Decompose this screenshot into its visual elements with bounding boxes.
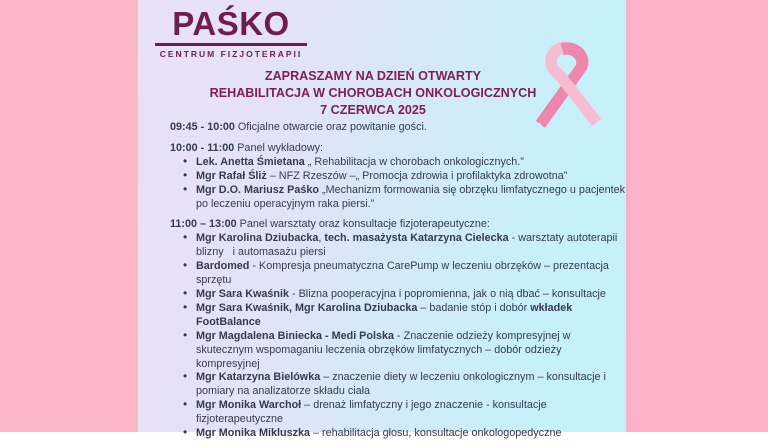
item-description: – NFZ Rzeszów –„ Promocja zdrowia i profilaktyka zdrowotna” xyxy=(266,169,568,182)
item-description: , xyxy=(318,232,325,245)
bullet-icon: • xyxy=(183,397,188,412)
section-time: 09:45 - 10:00 xyxy=(170,121,235,133)
agenda-item xyxy=(170,327,628,372)
section-header xyxy=(170,121,628,135)
speaker-name: Mgr D.O. Mariusz Paśko xyxy=(196,183,319,196)
title-line-1: ZAPRASZAMY NA DZIEŃ OTWARTY xyxy=(264,69,482,83)
agenda-item xyxy=(170,299,628,330)
item-description: - Kompresja pneumatyczna CarePump w leczeniu obrzęków – prezentacja sprzętu xyxy=(196,260,612,287)
bullet-icon: • xyxy=(183,425,188,440)
item-description: „ Rehabilitacja w chorobach onkologicznych.” xyxy=(304,155,524,168)
speaker-name: Mgr Sara Kwaśnik xyxy=(196,287,290,300)
section-heading: Panel warsztaty oraz konsultacje fizjoterapeutyczne: xyxy=(236,218,490,231)
speaker-name: Mgr Katarzyna Bielówka xyxy=(196,371,321,384)
agenda-section xyxy=(170,121,628,135)
speaker-name: Mgr Monika Warchoł xyxy=(196,399,302,412)
bullet-icon: • xyxy=(183,181,188,196)
bullet-icon: • xyxy=(183,153,188,168)
bullet-icon: • xyxy=(183,299,188,314)
bullet-icon: • xyxy=(183,230,188,245)
agenda-item xyxy=(170,260,628,288)
agenda-item xyxy=(170,371,628,399)
speaker-name: Lek. Anetta Śmietana xyxy=(196,155,305,168)
speaker-name: Mgr Magdalena Biniecka - Medi Polska xyxy=(196,329,394,342)
speaker-name: Mgr Karolina Dziubacka xyxy=(196,232,319,245)
section-bullet-list xyxy=(170,153,629,212)
logo-subtitle: CENTRUM FIZJOTERAPII xyxy=(159,49,303,59)
logo-name: PAŚKO xyxy=(172,5,290,42)
bullet-icon: • xyxy=(183,258,188,273)
item-description: - Blizna pooperacyjna i popromienna, jak o nią dbać – konsultacje xyxy=(289,287,606,300)
title-line-2: REHABILITACJA W CHOROBACH ONKOLOGICZNYCH xyxy=(209,86,537,100)
agenda-item xyxy=(170,153,628,170)
bullet-icon: • xyxy=(183,167,188,182)
item-description: - warsztaty autoterapii blizny i automasażu piersi xyxy=(196,232,621,259)
speaker-name: wkładek FootBalance xyxy=(196,301,576,328)
speaker-name: Mgr Monika Mikluszka xyxy=(196,427,310,440)
agenda-item xyxy=(170,427,628,441)
section-heading: Panel wykładowy: xyxy=(234,141,324,154)
item-description: – drenaż limfatyczny i jego znaczenie - konsultacje fizjoterapeutyczne xyxy=(196,399,550,426)
item-description: – rehabilitacja głosu, konsultacje onkologopedyczne xyxy=(310,427,562,440)
speaker-name: Bardomed xyxy=(196,260,250,273)
speaker-name: Mgr Rafał Śliż xyxy=(196,169,267,182)
item-description: – znaczenie diety w leczeniu onkologicznym – konsultacje i pomiary na analizatorze składu ciała xyxy=(196,371,609,398)
section-header xyxy=(170,142,628,156)
agenda-item xyxy=(170,167,628,184)
agenda-item xyxy=(170,232,628,260)
bullet-icon: • xyxy=(183,369,188,384)
agenda-item xyxy=(170,181,629,212)
bullet-icon: • xyxy=(183,285,188,300)
poster-content xyxy=(138,0,629,440)
item-description: – badanie stóp i dobór xyxy=(417,301,531,314)
logo-divider xyxy=(155,43,307,46)
speaker-name: Mgr Sara Kwaśnik, Mgr Karolina Dziubacka xyxy=(196,301,418,314)
pasko-logo xyxy=(155,6,307,59)
section-time: 10:00 - 11:00 xyxy=(170,141,235,154)
agenda-section xyxy=(170,142,628,212)
agenda-item xyxy=(170,285,628,302)
agenda xyxy=(170,121,628,448)
right-pink-border xyxy=(626,0,768,432)
section-bullet-list xyxy=(170,232,628,441)
speaker-name: tech. masażysta Katarzyna Cielecka xyxy=(324,232,509,245)
agenda-item xyxy=(170,399,628,427)
item-description: - Znaczenie odzieży kompresyjnej w skutecznym wspomaganiu leczenia obrzęków limfatycznych – dobór odzieży kompresyjnej xyxy=(196,329,574,370)
section-time: 11:00 – 13:00 xyxy=(170,218,237,231)
agenda-section xyxy=(170,218,628,441)
section-header xyxy=(170,218,628,232)
bullet-icon: • xyxy=(183,327,188,342)
title-line-3: 7 CZERWCA 2025 xyxy=(320,103,426,117)
item-description: „Mechanizm formowania się obrzęku limfatycznego u pacjentek po leczeniu operacyjnym raka piersi.” xyxy=(196,183,629,210)
section-heading: Oficjalne otwarcie oraz powitanie gości. xyxy=(234,121,427,133)
left-pink-border xyxy=(0,0,138,432)
